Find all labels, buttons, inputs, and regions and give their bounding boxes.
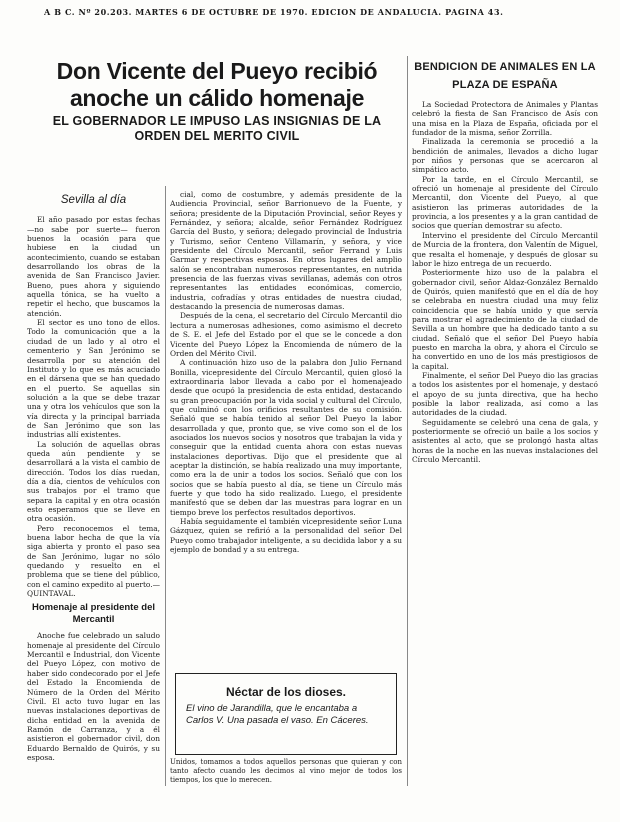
column-right	[412, 100, 598, 790]
column-rule	[407, 56, 408, 786]
paragraph: cial, como de costumbre, y además presidente de la Audiencia Provincial, señor Barrionuevo de la Fuente, y señora; presidente de la Diputación Provincial, señor Reyes y Fernández, y señora; alcalde, señor Fernández Rodríguez García del Busto, y señora; delegado provincial de Industria y Turismo, señor Centeno Villamarín, y señora, y vice presidente del Círculo Mercantil, señor Ferrand y Luis Garmar y respectivas esposas. En otros lugares del amplio salón se encontraban numerosos representantes, en nutrida presencia de las fuerzas vivas sevillanas, además con otros representantes las entidades económicas, comercio, industria, cofradías y otras entidades de nuestra ciudad, destacando la presencia de numerosas damas.	[170, 190, 402, 312]
section-title-homenaje: Homenaje al presidente del Mercantil	[31, 602, 155, 625]
paragraph: Por la tarde, en el Círculo Mercantil, se ofreció un homenaje al presidente del Círculo Mercantil, don Vicente del Pueyo, al que asistieron las primeras autoridades de la provincia, a los presentes y a la gran cantidad de socios que querían demostrar su afecto.	[412, 174, 598, 231]
paragraph: Intervino el presidente del Círculo Mercantil de Murcia de la frontera, don Valentín de Miguel, que resalta el homenaje, y después de glosar su labor le hizo entrega de un recuerdo.	[412, 230, 598, 268]
column-left	[27, 190, 160, 782]
paragraph: El año pasado por estas fechas —no sabe por suerte— fueron buenos la ocasión para que hubiese en la ciudad un acontecimiento, cuando se estaban desarrollando los obras de la avenida de San Francisco Javier. Bueno, pues ahora y siguiendo aquella tónica, se ha vuelto a repetir el hecho, que buscamos la atención.	[27, 215, 160, 318]
paragraph: Anoche fue celebrado un saludo homenaje al presidente del Círculo Mercantil e Industrial, don Vicente del Pueyo López, con motivo de haber sido condecorado por el Jefe del Estado la Encomienda de Número de la Orden del Mérito Civil. El acto tuvo lugar en las nuevas instalaciones deportivas de dicha entidad en la avenida de Ramón de Carranza, y a él asistieron el gobernador civil, don Eduardo Bernaldo de Quirós, y su esposa.	[27, 631, 160, 762]
ad-text: El vino de Jarandilla, que le encantaba a Carlos V. Una pasada el vaso. En Cáceres.	[186, 703, 369, 726]
paragraph: Pero reconocemos el tema, buena labor hecha de que la vía siga abierta y pronto el paso sea de San Jerónimo, lugar no sólo quedando y resuelto en el problema que se tiene del público, con el camino expedito al puerto.—QUINTAVAL.	[27, 523, 160, 599]
paragraph: A continuación hizo uso de la palabra don Julio Fernand Bonilla, vicepresidente del Círculo Mercantil, quien glosó la extraordinaria labor llevada a cabo por el homenajeado desde que ocupó la presidencia de esta entidad, destacando su gran preocupación por la vida social y cultural del Círculo, que culminó con los orificios resultantes de su comisión. Señaló que se había tenido al señor Del Pueyo la labor desarrollada y que, pronto que, se vive como son el de los asociados los nuevos socios y nosotros que trabajan la vida y conseguir que la entidad cuenta ahora con estas nuevas instalaciones deportivas. Dijo que el presidente que al aceptar la distinción, se había realizado una muy importante, como era la de unir a todos los socios. Señaló que con los socios que se había puesto al día, se tiene un Círculo más fuerte y que todo ha sido realizado. Luego, el presidente manifestó que se deben dar las muestras para lograr en un tiempo breve los perfectos resultados deportivos.	[170, 358, 402, 517]
section-title-sevilla: Sevilla al día	[60, 194, 127, 206]
paragraph: Finalizada la ceremonia se procedió a la bendición de animales, llevados a dicho lugar por niños y personas que se acercaron al simpático acto.	[412, 137, 598, 175]
paragraph: El sector es uno tono de ellos. Todo la comunicación que a la ciudad de un lado y al otro el cementerio y San Jerónimo se desarrolla por su atención del Instituto y lo que es más acuciado en el dársena que se han quedado en el puerto. Se aquellas sin solución a la que se debe trazar una y otra los vehículos que son la vía directa y la principal barriada de San Jerónimo que son las industrias allí existentes.	[27, 318, 160, 440]
main-subhead: EL GOBERNADOR LE IMPUSO LAS INSIGNIAS DE LA ORDEN DEL MERITO CIVIL	[52, 114, 382, 143]
paragraph: La Sociedad Protectora de Animales y Plantas celebró la fiesta de San Francisco de Asís con una misa en la Plaza de España, oficiada por el fundador de la misma, señor Zorrilla.	[412, 100, 598, 138]
wine-advertisement	[175, 673, 397, 755]
paragraph: Seguidamente se celebró una cena de gala, y posteriormente se ofreció un baile a los socios y asistentes al acto, que se prolongó hasta altas horas de la noche en las nuevas instalaciones del Círculo Mercantil.	[412, 417, 598, 465]
right-headline: BENDICION DE ANIMALES EN LA PLAZA DE ESPAÑA	[414, 61, 596, 91]
paragraph: Finalmente, el señor Del Pueyo dio las gracias a todos los asistentes por el homenaje, y destacó el apoyo de su junta directiva, que ha hecho posible la labor realizada, así como a las autoridades de la ciudad.	[412, 370, 598, 418]
paragraph: Había seguidamente el también vicepresidente señor Luna Gázquez, quien se refirió a la personalidad del señor Del Pueyo como trabajador inteligente, a su decidida labor y a su ejemplo de bondad y a su entrega.	[170, 517, 402, 555]
paragraph: Posteriormente hizo uso de la palabra el gobernador civil, señor Aldaz-González Bernaldo de Quirós, quien manifestó que en el día de hoy se celebraba en nuestra ciudad una muy feliz coincidencia que se había unido y que servía para mostrar el agradecimiento de la ciudad de Sevilla a un hombre que ha dedicado tanto a su ciudad. Señaló que el señor Del Pueyo había puesto en marcha la obra, y ahora el Círculo se ha convertido en uno de los más prestigiosos de la capital.	[412, 268, 598, 371]
column-rule	[165, 186, 166, 786]
bottom-text: Unidos, tomamos a todos aquellos personas que quieran y con tanto afecto cuando les decimos al vino mejor de todos los tiempos, los que lo merecen.	[170, 758, 402, 784]
paragraph: Después de la cena, el secretario del Círculo Mercantil dio lectura a numerosas adhesiones, como asimismo el decreto de S. E. el Jefe del Estado por el que se le concede a don Vicente del Pueyo López la Encomienda de número de la Orden del Mérito Civil.	[170, 311, 402, 358]
running-head: A B C. Nº 20.203. MARTES 6 DE OCTUBRE DE 1970. EDICION DE ANDALUCIA. PAGINA 43.	[44, 7, 504, 17]
column-middle	[170, 190, 402, 666]
main-headline: Don Vicente del Pueyo recibió anoche un cálido homenaje	[56, 58, 378, 111]
ad-title: Néctar de los dioses.	[225, 685, 347, 699]
paragraph: La solución de aquellas obras queda aún pendiente y se desarrollará a la vista el cambio de dirección. Todos los días ruedan, día a día, cientos de vehículos con sus trabajos por el tramo que separa la capital y en otra ocasión esto esperamos que se lleve en otra ocasión.	[27, 439, 160, 524]
